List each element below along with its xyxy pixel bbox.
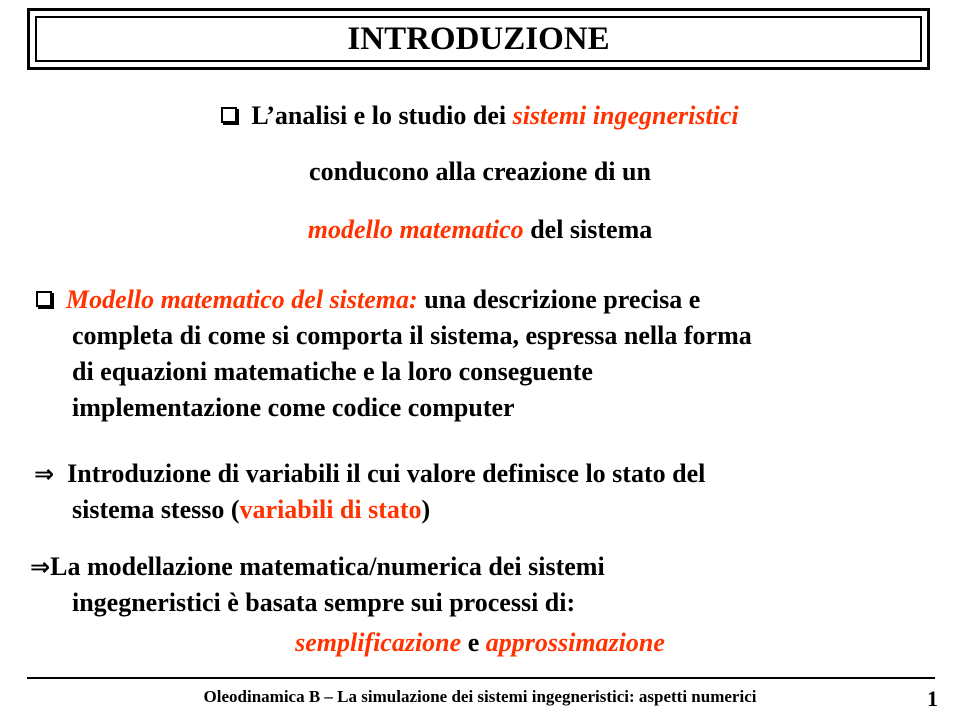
intro-line-2: conducono alla creazione di un xyxy=(309,157,651,186)
square-bullet-icon xyxy=(36,291,52,307)
page-number: 1 xyxy=(927,686,938,711)
point2-mid: e xyxy=(461,628,486,657)
page-title: INTRODUZIONE xyxy=(347,20,610,57)
point2-text: La modellazione matematica/numerica dei sistemi xyxy=(50,552,605,581)
square-bullet-icon xyxy=(221,107,237,123)
footer-divider xyxy=(27,677,935,679)
title-frame xyxy=(27,8,930,70)
implies-arrow-icon: ⇒ xyxy=(30,553,51,581)
footer-text: Oleodinamica B – La simulazione dei sistemi ingegneristici: aspetti numerici xyxy=(203,687,757,706)
intro-line-1 xyxy=(0,100,960,132)
intro-text: L’analisi e lo studio dei xyxy=(251,101,513,130)
definition-line-1 xyxy=(36,284,700,316)
point2-highlight-2: approssimazione xyxy=(485,628,665,657)
implies-arrow-icon: ⇒ xyxy=(34,460,55,488)
point2-line-2: ingegneristici è basata sempre sui processi di: xyxy=(72,588,576,617)
point1-text: Introduzione di variabili il cui valore definisce lo stato del xyxy=(67,459,706,488)
point1-line-2 xyxy=(72,494,430,526)
point2-line-3 xyxy=(0,627,960,659)
intro-highlight: sistemi ingegneristici xyxy=(512,101,739,130)
definition-text: una descrizione precisa e xyxy=(417,285,701,314)
point2-highlight-1: semplificazione xyxy=(295,628,462,657)
intro-highlight-2: modello matematico xyxy=(307,215,524,244)
definition-line-3: di equazioni matematiche e la loro conseguente xyxy=(72,357,593,386)
definition-line-4: implementazione come codice computer xyxy=(72,393,515,422)
point1-line-1 xyxy=(34,458,705,490)
intro-suffix: del sistema xyxy=(523,215,653,244)
point1-highlight: variabili di stato xyxy=(239,495,422,524)
definition-line-2: completa di come si comporta il sistema, espressa nella forma xyxy=(72,321,752,350)
intro-line-3 xyxy=(0,214,960,246)
definition-highlight: Modello matematico del sistema: xyxy=(66,285,418,314)
point1-prefix: sistema stesso ( xyxy=(72,495,240,524)
point1-suffix: ) xyxy=(421,495,431,524)
point2-line-1 xyxy=(30,551,605,583)
